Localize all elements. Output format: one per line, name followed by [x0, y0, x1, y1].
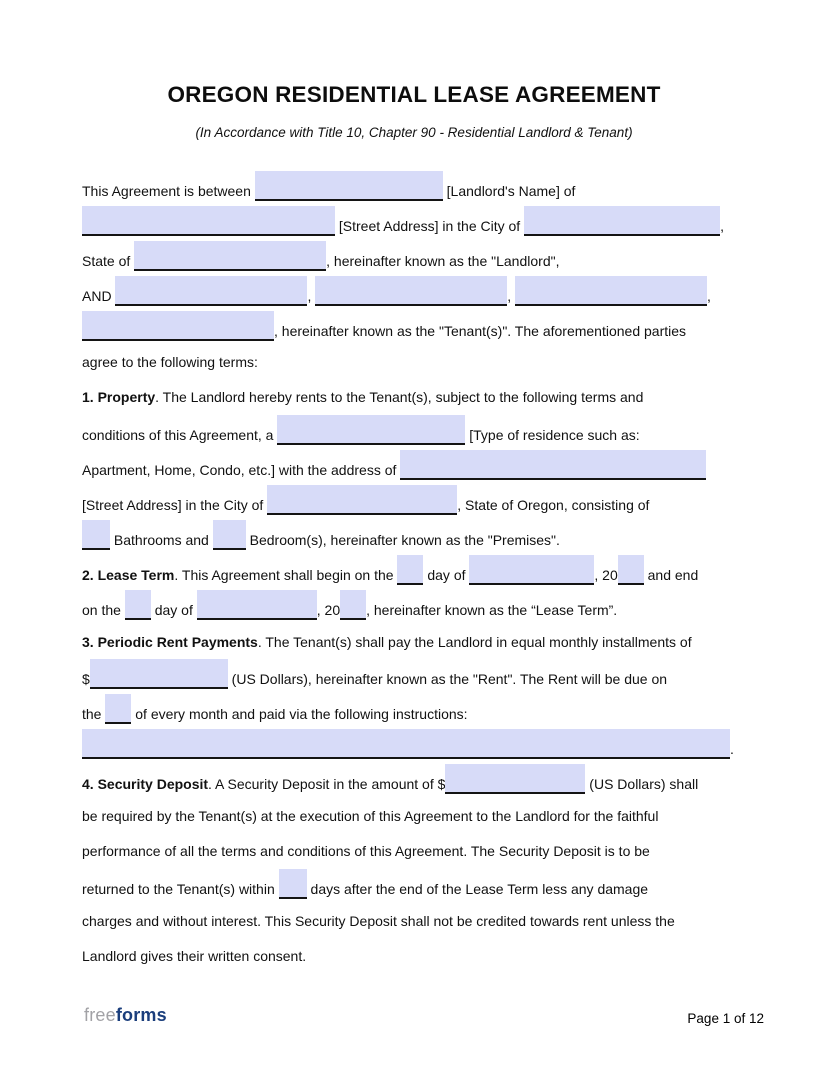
logo-text-forms: forms [115, 1005, 167, 1025]
text-line [82, 380, 758, 415]
text-run: Apartment, Home, Condo, etc.] with the address of [82, 462, 401, 479]
document-body [82, 171, 758, 973]
text-run: and end [643, 566, 699, 583]
text-line [82, 276, 758, 311]
payment-instructions-field[interactable] [82, 729, 730, 759]
text-run: . A Security Deposit in the amount of $ [208, 776, 446, 793]
landlord-state-field[interactable] [134, 241, 326, 271]
landlord-name-field[interactable] [255, 171, 443, 201]
text-run: $ [82, 671, 90, 688]
text-run: AND [82, 287, 116, 304]
tenant-4-name-field[interactable] [82, 311, 274, 341]
text-run: (US Dollars), hereinafter known as the "Rent". The Rent will be due on [227, 671, 668, 688]
text-run: [Landlord's Name] of [442, 183, 576, 199]
text-line [82, 485, 758, 520]
section-2-lease-term-heading: 2. Lease Term [82, 566, 175, 583]
text-run: [Street Address] in the City of [335, 217, 525, 234]
text-line [82, 171, 758, 206]
text-run: State of [82, 252, 135, 269]
text-run: (US Dollars) shall [585, 776, 699, 793]
text-line [82, 415, 758, 450]
text-line [82, 729, 758, 764]
text-line [82, 625, 758, 660]
text-run: performance of all the terms and conditions of this Agreement. The Security Deposit is to be [82, 842, 650, 859]
text-run: . The Tenant(s) shall pay the Landlord in equal monthly installments of [257, 633, 692, 650]
freeforms-logo [84, 1005, 167, 1026]
text-run: , hereinafter known as the “Lease Term”. [366, 601, 618, 618]
text-run: . This Agreement shall begin on the [174, 566, 398, 583]
text-line [82, 904, 758, 939]
page-number: Page 1 of 12 [687, 1011, 764, 1026]
text-run: Landlord gives their written consent. [82, 947, 307, 964]
text-run: day of [423, 566, 470, 583]
text-run: , [307, 287, 316, 304]
text-run: [Street Address] in the City of [82, 497, 268, 514]
text-run: . The Landlord hereby rents to the Tenant(s), subject to the following terms and [155, 389, 644, 406]
text-line [82, 241, 758, 276]
text-line [82, 345, 758, 380]
text-run: be required by the Tenant(s) at the execution of this Agreement to the Landlord for the faithful [82, 808, 659, 825]
text-run: , [720, 217, 724, 234]
deposit-return-days-field[interactable] [279, 869, 307, 899]
text-line [82, 834, 758, 869]
text-run: , [507, 287, 516, 304]
text-line [82, 799, 758, 834]
text-run: , State of Oregon, consisting of [457, 497, 650, 514]
text-run: Bedroom(s), hereinafter known as the "Premises". [245, 531, 560, 548]
text-run: Bathrooms and [110, 531, 213, 548]
text-line [82, 939, 758, 974]
text-line [82, 694, 758, 729]
text-line [82, 311, 758, 346]
security-deposit-amount-field[interactable] [445, 764, 585, 794]
tenant-2-name-field[interactable] [315, 276, 507, 306]
text-line [82, 206, 758, 241]
text-run: , hereinafter known as the "Tenant(s)". The aforementioned parties [274, 322, 687, 339]
text-line [82, 659, 758, 694]
text-run: , 20 [316, 601, 341, 618]
text-run: returned to the Tenant(s) within [82, 880, 279, 897]
text-run: , [707, 287, 711, 304]
property-city-field[interactable] [267, 485, 457, 515]
tenant-1-name-field[interactable] [115, 276, 307, 306]
text-line [82, 764, 758, 799]
section-3-rent-payments-heading: 3. Periodic Rent Payments [82, 633, 258, 650]
text-line [82, 869, 758, 904]
text-run: , 20 [594, 566, 618, 583]
logo-text-free: free [84, 1005, 116, 1025]
lease-start-day-field[interactable] [397, 555, 423, 585]
lease-end-day-field[interactable] [125, 590, 151, 620]
text-run: [Type of residence such as: [465, 427, 640, 444]
text-run: , hereinafter known as the "Landlord", [326, 252, 560, 269]
bedrooms-count-field[interactable] [213, 520, 246, 550]
document-title: OREGON RESIDENTIAL LEASE AGREEMENT [167, 82, 661, 107]
text-line [82, 450, 758, 485]
text-run: charges and without interest. This Security Deposit shall not be credited towards rent unless the [82, 912, 675, 929]
landlord-city-field[interactable] [524, 206, 720, 236]
text-line [82, 590, 758, 625]
bathrooms-count-field[interactable] [82, 520, 110, 550]
text-run: of every month and paid via the following instructions: [131, 706, 468, 723]
tenant-3-name-field[interactable] [515, 276, 707, 306]
text-run: agree to the following terms: [82, 354, 258, 371]
text-line [82, 555, 758, 590]
section-4-security-deposit-heading: 4. Security Deposit [82, 776, 209, 793]
property-street-address-field[interactable] [400, 450, 706, 480]
text-run: on the [82, 601, 125, 618]
lease-end-month-field[interactable] [197, 590, 317, 620]
text-run: day of [150, 601, 197, 618]
residence-type-field[interactable] [277, 415, 465, 445]
landlord-street-address-field[interactable] [82, 206, 335, 236]
text-run: conditions of this Agreement, a [82, 427, 278, 444]
lease-start-year-field[interactable] [618, 555, 644, 585]
text-run: . [730, 741, 734, 758]
section-1-property-heading: 1. Property [82, 389, 156, 406]
text-run: This Agreement is between [82, 183, 255, 199]
lease-start-month-field[interactable] [469, 555, 594, 585]
rent-amount-field[interactable] [90, 659, 228, 689]
lease-end-year-field[interactable] [340, 590, 366, 620]
text-run: days after the end of the Lease Term less any damage [306, 880, 649, 897]
rent-due-day-field[interactable] [105, 694, 131, 724]
page-footer [84, 1005, 764, 1026]
document-subtitle: (In Accordance with Title 10, Chapter 90 - Residential Landlord & Tenant) [195, 125, 633, 140]
text-run: the [82, 706, 106, 723]
text-line [82, 520, 758, 555]
